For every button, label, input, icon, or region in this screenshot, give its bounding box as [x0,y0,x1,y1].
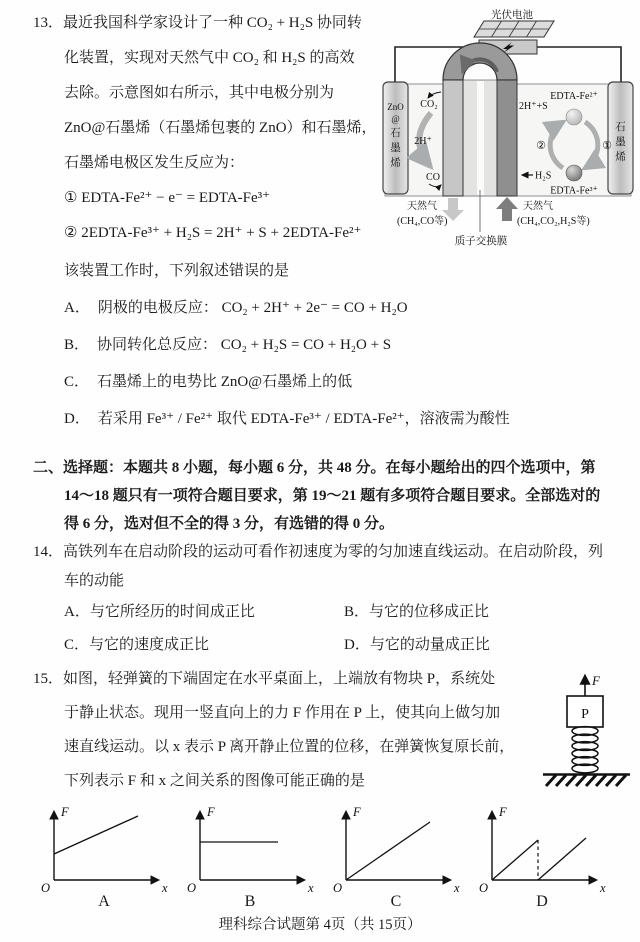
x-axis-label: x [162,881,168,894]
y-axis-label: F [499,805,507,819]
gas-io [397,190,590,247]
gas-out-label2: (CH₄,CO等) [397,216,448,227]
question-15-text [0,662,540,798]
membrane-label: 质子交换膜 [454,236,508,247]
gas-out-label1: 天然气 [407,201,437,212]
text-line: 15．如图，轻弹簧的下端固定在水平桌面上，上端放有物块 P，系统处 [33,671,496,687]
question-13-stem: 该装置工作时，下列叙述错误的是 [64,263,290,279]
svg-text:墨: 墨 [390,143,401,154]
electrode-graphene [608,82,633,194]
x-axis-label: x [600,881,606,894]
text-line: 速直线运动。以 x 表示 P 离开静止位置的位移，在弹簧恢复原长前， [64,739,515,755]
origin-label: O [187,881,197,894]
u-tube [443,43,517,196]
data-line-1 [492,840,538,880]
y-axis-label: F [353,805,361,819]
option-13A: A． 阴极的电极反应： CO₂ + 2H⁺ + 2e⁻ = CO + H₂O [64,300,408,316]
force-label: F [592,673,600,688]
block-p-label: P [581,707,589,722]
text-line: 去除。示意图如右所示，其中电极分别为 [64,85,335,101]
option-14B: B．与它的位移成正比 [344,604,490,620]
graph-letter: D [536,893,548,910]
equation-1: ① EDTA-Fe²⁺ − e⁻ = EDTA-Fe³⁺ [64,190,271,206]
text-line: 13．最近我国科学家设计了一种 CO₂ + H₂S 协同转 [33,15,362,31]
step1-badge: ① [602,140,612,152]
question-14 [0,538,640,662]
graph-D [472,802,612,912]
co-label: CO [426,172,440,183]
h-plus-label: 2H⁺ [414,136,432,147]
graph-letter: B [244,893,256,910]
edta-fe3-label: EDTA-Fe³⁺ [550,185,598,197]
graph-letter: C [390,893,402,910]
electrode-zno-graphene [383,82,408,194]
device-diagram [377,8,639,253]
svg-text:烯: 烯 [390,158,401,169]
section-2-header [0,454,640,538]
graph-A [34,802,174,912]
spring-coil [572,727,598,773]
gas-in-arrow [496,197,518,221]
text-line: 下列表示 F 和 x 之间关系的图像可能正确的是 [64,773,365,789]
text-line: 化装置，实现对天然气中 CO₂ 和 H₂S 的高效 [64,50,355,66]
gas-in-label1: 天然气 [523,201,553,212]
origin-label: O [333,881,343,894]
solar-panel-icon [474,21,554,37]
x-axis-label: x [308,881,314,894]
graph-letter: A [98,893,110,910]
option-14C: C．与它的速度成正比 [64,637,210,653]
page-footer: 理科综合试题第 4页（共 15页） [218,917,422,933]
text-line: 得 6 分，选对但不全的得 3 分，有选错的得 0 分。 [64,516,395,532]
step2-badge: ② [536,140,546,152]
question-15 [0,662,640,912]
svg-text:墨: 墨 [615,137,626,148]
hs-product-label: 2H⁺+S [519,101,548,112]
y-axis-label: F [207,805,215,819]
question-13 [0,6,640,438]
option-13C: C． 石墨烯上的电势比 ZnO@石墨烯上的低 [64,374,353,390]
text-line: 车的动能 [64,573,125,589]
svg-text:烯: 烯 [615,152,626,163]
fe3-sphere [566,165,582,181]
text-line: ZnO@石墨烯（石墨烯包裹的 ZnO）和石墨烯， [64,120,377,136]
equation-2: ② 2EDTA-Fe³⁺ + H₂S = 2H⁺ + S + 2EDTA-Fe²⁺ [64,225,362,241]
text-line: 二、选择题：本题共 8 小题，每小题 6 分，共 48 分。在每小题给出的四个选项中，第 [33,460,596,476]
co2-label: CO₂ [420,99,438,110]
data-line-2 [538,838,586,880]
x-axis-label: x [454,881,460,894]
svg-text:石: 石 [390,128,401,139]
solar-cell-label: 光伏电池 [491,10,533,21]
svg-text:@: @ [391,114,400,124]
option-14D: D．与它的动量成正比 [344,637,490,653]
answer-graphs [0,798,640,912]
text-line: 14．高铁列车在启动阶段的运动可看作初速度为零的匀加速直线运动。在启动阶段，列 [33,544,604,560]
option-13D: D． 若采用 Fe³⁺ / Fe²⁺ 取代 EDTA-Fe³⁺ / EDTA-Fe²⁺，溶液需为酸性 [64,411,510,427]
origin-label: O [41,881,51,894]
graph-B [180,802,320,912]
y-axis-label: F [61,805,69,819]
text-line: 于静止状态。现用一竖直向上的力 F 作用在 P 上，使其向上做匀加 [64,705,501,721]
ground-hatch [543,775,630,787]
svg-text:石: 石 [615,122,626,133]
data-line [346,822,430,880]
origin-label: O [479,881,489,894]
edta-fe2-label: EDTA-Fe²⁺ [550,91,598,102]
question-13-text [0,6,409,251]
text-line: 石墨烯电极区发生反应为： [64,155,245,171]
h2s-label: H₂S [535,170,552,182]
graph-C [326,802,466,912]
svg-text:ZnO: ZnO [387,102,404,112]
option-13B: B． 协同转化总反应： CO₂ + H₂S = CO + H₂O + S [64,337,392,353]
fe2-sphere [566,109,582,125]
gas-in-label2: (CH₄,CO₂,H₂S等) [517,216,590,227]
option-14A: A．与它所经历的时间成正比 [64,604,255,620]
spring-block-figure [540,670,632,794]
text-line: 14～18 题只有一项符合题目要求，第 19～21 题有多项符合题目要求。全部选对的 [64,488,601,504]
data-line [54,816,138,854]
